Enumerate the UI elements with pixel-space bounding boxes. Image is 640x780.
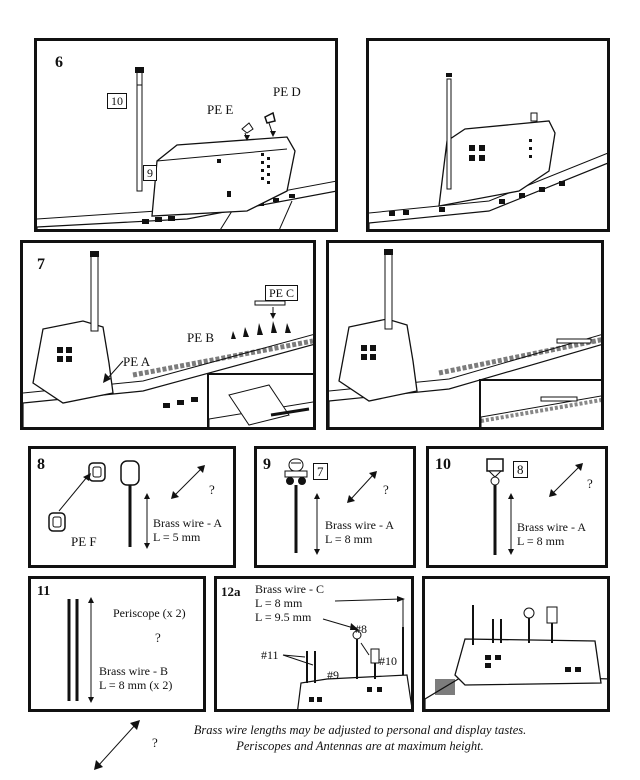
step-9-ref: 7 xyxy=(313,463,328,480)
step-10-ref: 8 xyxy=(513,461,528,478)
step-11-question: ? xyxy=(155,630,161,645)
step-11-drawing xyxy=(31,579,206,712)
pe-c-label: PE C xyxy=(265,285,298,301)
step-6-number: 6 xyxy=(55,54,63,71)
step-12a-panel xyxy=(214,576,414,712)
step-7-result-inset xyxy=(479,379,604,430)
pe-a-label: PE A xyxy=(123,354,151,369)
ref-11-label: #11 xyxy=(261,648,279,662)
part-10-label: 10 xyxy=(107,93,127,109)
step-10-panel xyxy=(426,446,608,568)
footer-note xyxy=(150,722,570,754)
footer-note-line-2: Periscopes and Antennas are at maximum height. xyxy=(236,739,484,753)
step-9-drawing xyxy=(257,449,416,568)
step-7-inset xyxy=(207,373,316,430)
pe-e-label: PE E xyxy=(207,102,234,117)
step-9-panel xyxy=(254,446,416,568)
step-8-panel xyxy=(28,446,236,568)
step-7-result-panel xyxy=(326,240,604,430)
step-12a-length-2: L = 9.5 mm xyxy=(255,610,312,624)
step-12-result-panel xyxy=(422,576,610,712)
step-9-wire: Brass wire - A xyxy=(325,518,394,532)
ref-10-label: #10 xyxy=(379,654,397,668)
step-8-drawing xyxy=(31,449,236,568)
step-9-number: 9 xyxy=(263,456,271,473)
step-6-result-panel xyxy=(366,38,610,232)
step-8-length: L = 5 mm xyxy=(153,530,201,544)
step-9-question: ? xyxy=(383,482,389,497)
part-9-label: 9 xyxy=(143,165,157,181)
step-8-question: ? xyxy=(209,482,215,497)
step-7-number: 7 xyxy=(37,256,45,273)
footer-question: ? xyxy=(152,735,158,750)
step-12a-wire: Brass wire - C xyxy=(255,582,324,596)
step-12-result-drawing xyxy=(425,579,610,712)
step-12a-length-1: L = 8 mm xyxy=(255,596,303,610)
step-12a-drawing xyxy=(217,579,414,712)
step-12a-number: 12a xyxy=(221,584,241,599)
step-10-number: 10 xyxy=(435,456,451,473)
pe-b-label: PE B xyxy=(187,330,215,345)
step-10-question: ? xyxy=(587,476,593,491)
step-6-result-drawing xyxy=(369,41,610,232)
step-11-number: 11 xyxy=(37,584,51,599)
step-9-length: L = 8 mm xyxy=(325,532,373,546)
step-8-wire: Brass wire - A xyxy=(153,516,222,530)
step-8-number: 8 xyxy=(37,456,45,473)
ref-8-label: #8 xyxy=(355,622,367,636)
step-11-wire: Brass wire - B xyxy=(99,664,168,678)
step-11-panel xyxy=(28,576,206,712)
footer-note-line-1: Brass wire lengths may be adjusted to personal and display tastes. xyxy=(193,723,527,737)
step-10-wire: Brass wire - A xyxy=(517,520,586,534)
ref-9-label: #9 xyxy=(327,668,339,682)
step-11-length: L = 8 mm (x 2) xyxy=(99,678,173,692)
step-7-panel xyxy=(20,240,316,430)
step-10-length: L = 8 mm xyxy=(517,534,565,548)
pe-d-label: PE D xyxy=(273,84,301,99)
step-6-drawing xyxy=(37,41,338,232)
periscope-label: Periscope (x 2) xyxy=(113,606,186,620)
pe-f-label: PE F xyxy=(71,534,97,549)
step-6-panel xyxy=(34,38,338,232)
